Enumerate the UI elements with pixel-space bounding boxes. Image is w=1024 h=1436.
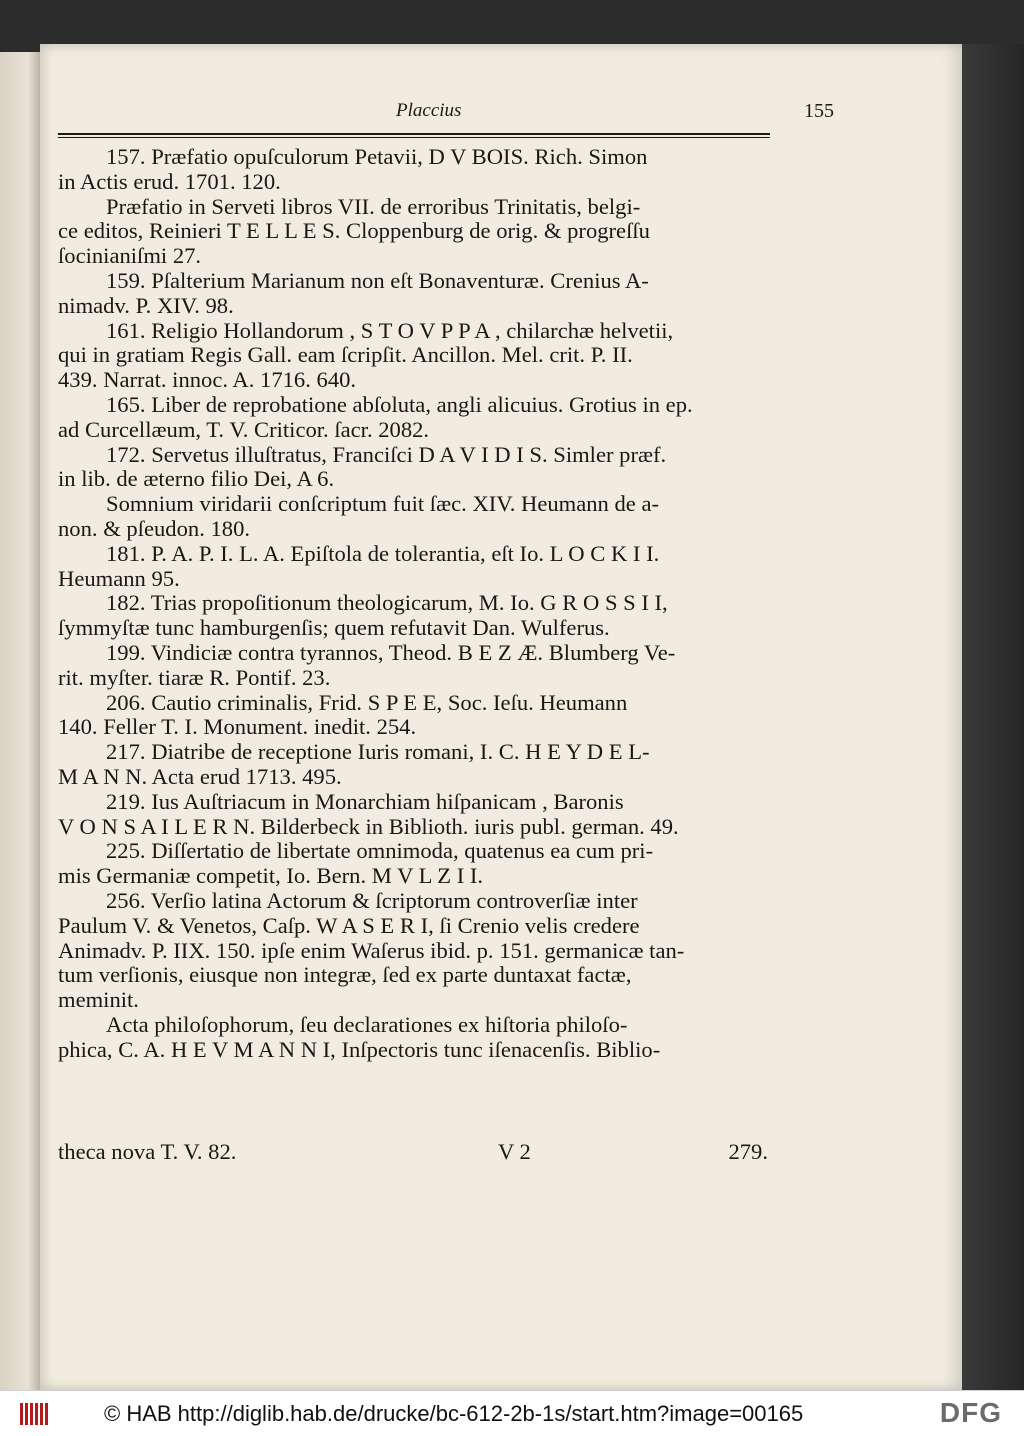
text-line: 159. Pſalterium Marianum non eſt Bonaventuræ. Crenius A-	[106, 268, 649, 293]
hab-logo-icon	[20, 1403, 50, 1425]
text-line: 206. Cautio criminalis, Frid. S P E E, Soc. Ieſu. Heumann	[106, 690, 628, 715]
text-line: 439. Narrat. innoc. A. 1716. 640.	[58, 368, 357, 393]
text-line: 181. P. A. P. I. L. A. Epiſtola de tolerantia, eſt Io. L O C K I I.	[106, 541, 660, 566]
text-line: phica, C. A. H E V M A N N I, Inſpectoris tunc iſenacenſis. Biblio-	[58, 1037, 661, 1062]
header-rule	[58, 133, 770, 135]
text-line: ad Curcellæum, T. V. Criticor. ſacr. 2082.	[58, 417, 430, 442]
text-line: V O N S A I L E R N. Bilderbeck in Biblioth. iuris publ. german. 49.	[58, 814, 679, 839]
text-line: 256. Verſio latina Actorum & ſcriptorum controverſiæ inter	[106, 888, 638, 913]
text-line: in Actis erud. 1701. 120.	[58, 169, 281, 194]
text-line: 182. Trias propoſitionum theologicarum, M. Io. G R O S S I I,	[106, 591, 668, 616]
header-rule-thin	[58, 137, 770, 138]
running-head: Placcius	[396, 100, 462, 121]
text-line: ce editos, Reinieri T E L L E S. Cloppenburg de orig. & progreſſu	[58, 219, 650, 244]
text-line: Animadv. P. IIX. 150. ipſe enim Waſerus ibid. p. 151. germanicæ tan-	[58, 938, 685, 963]
signature-mark: V 2	[498, 1139, 531, 1164]
text-line: 161. Religio Hollandorum , S T O V P P A , chilarchæ helvetii,	[106, 318, 674, 343]
text-line: 140. Feller T. I. Monument. inedit. 254.	[58, 715, 417, 740]
text-line: ſocinianiſmi 27.	[58, 244, 202, 269]
text-line: Præfatio in Serveti libros VII. de erroribus Trinitatis, belgi-	[106, 194, 641, 219]
page-number: 155	[804, 100, 834, 122]
text-line: qui in gratiam Regis Gall. eam ſcripſit. Ancillon. Mel. crit. P. II.	[58, 343, 633, 368]
text-line: tum verſionis, eiusque non integræ, ſed ex parte duntaxat factæ,	[58, 963, 632, 988]
text-line: 157. Præfatio opuſculorum Petavii, D V BOIS. Rich. Simon	[106, 145, 648, 169]
dfg-logo: DFG	[939, 1397, 1002, 1428]
text-line: mis Germaniæ competit, Io. Bern. M V L Z I I.	[58, 864, 484, 889]
copyright-url[interactable]: © HAB http://diglib.hab.de/drucke/bc-612-2b-1s/start.htm?image=00165	[104, 1401, 804, 1426]
text-line: non. & pſeudon. 180.	[58, 516, 251, 541]
text-line: 219. Ius Auſtriacum in Monarchiam hiſpanicam , Baronis	[106, 789, 624, 814]
text-line: 217. Diatribe de receptione Iuris romani, I. C. H E Y D E L-	[106, 740, 650, 765]
signature-line	[58, 1139, 774, 1165]
text-line: Heumann 95.	[58, 566, 180, 591]
text-line: in lib. de æterno filio Dei, A 6.	[58, 467, 335, 492]
text-line: M A N N. Acta erud 1713. 495.	[58, 764, 342, 789]
text-line: meminit.	[58, 988, 139, 1013]
text-line: Paulum V. & Venetos, Caſp. W A S E R I, ſi Crenio velis credere	[58, 913, 640, 938]
text-line: Somnium viridarii conſcriptum fuit ſæc. XIV. Heumann de a-	[106, 492, 660, 517]
catchword-text: theca nova T. V. 82.	[58, 1139, 237, 1164]
text-line: nimadv. P. XIV. 98.	[58, 293, 234, 318]
catchword-number: 279.	[728, 1139, 768, 1164]
text-line: rit. myſter. tiaræ R. Pontif. 23.	[58, 665, 331, 690]
page-body-text	[58, 145, 774, 1062]
text-line: 199. Vindiciæ contra tyrannos, Theod. B E Z Æ. Blumberg Ve-	[106, 640, 676, 665]
text-line: 225. Diſſertatio de libertate omnimoda, quatenus ea cum pri-	[106, 839, 654, 864]
text-line: 172. Servetus illuſtratus, Franciſci D A V I D I S. Simler præf.	[106, 442, 667, 467]
page-gutter-shadow	[962, 44, 1024, 1390]
text-line: 165. Liber de reprobatione abſoluta, angli alicuius. Grotius in ep.	[106, 392, 693, 417]
viewer-footer	[0, 1390, 1024, 1436]
text-line: Acta philoſophorum, ſeu declarationes ex hiſtoria philoſo-	[106, 1012, 628, 1037]
previous-page-edge	[0, 52, 40, 1390]
text-line: ſymmyſtæ tunc hamburgenſis; quem refutavit Dan. Wulferus.	[58, 616, 610, 641]
